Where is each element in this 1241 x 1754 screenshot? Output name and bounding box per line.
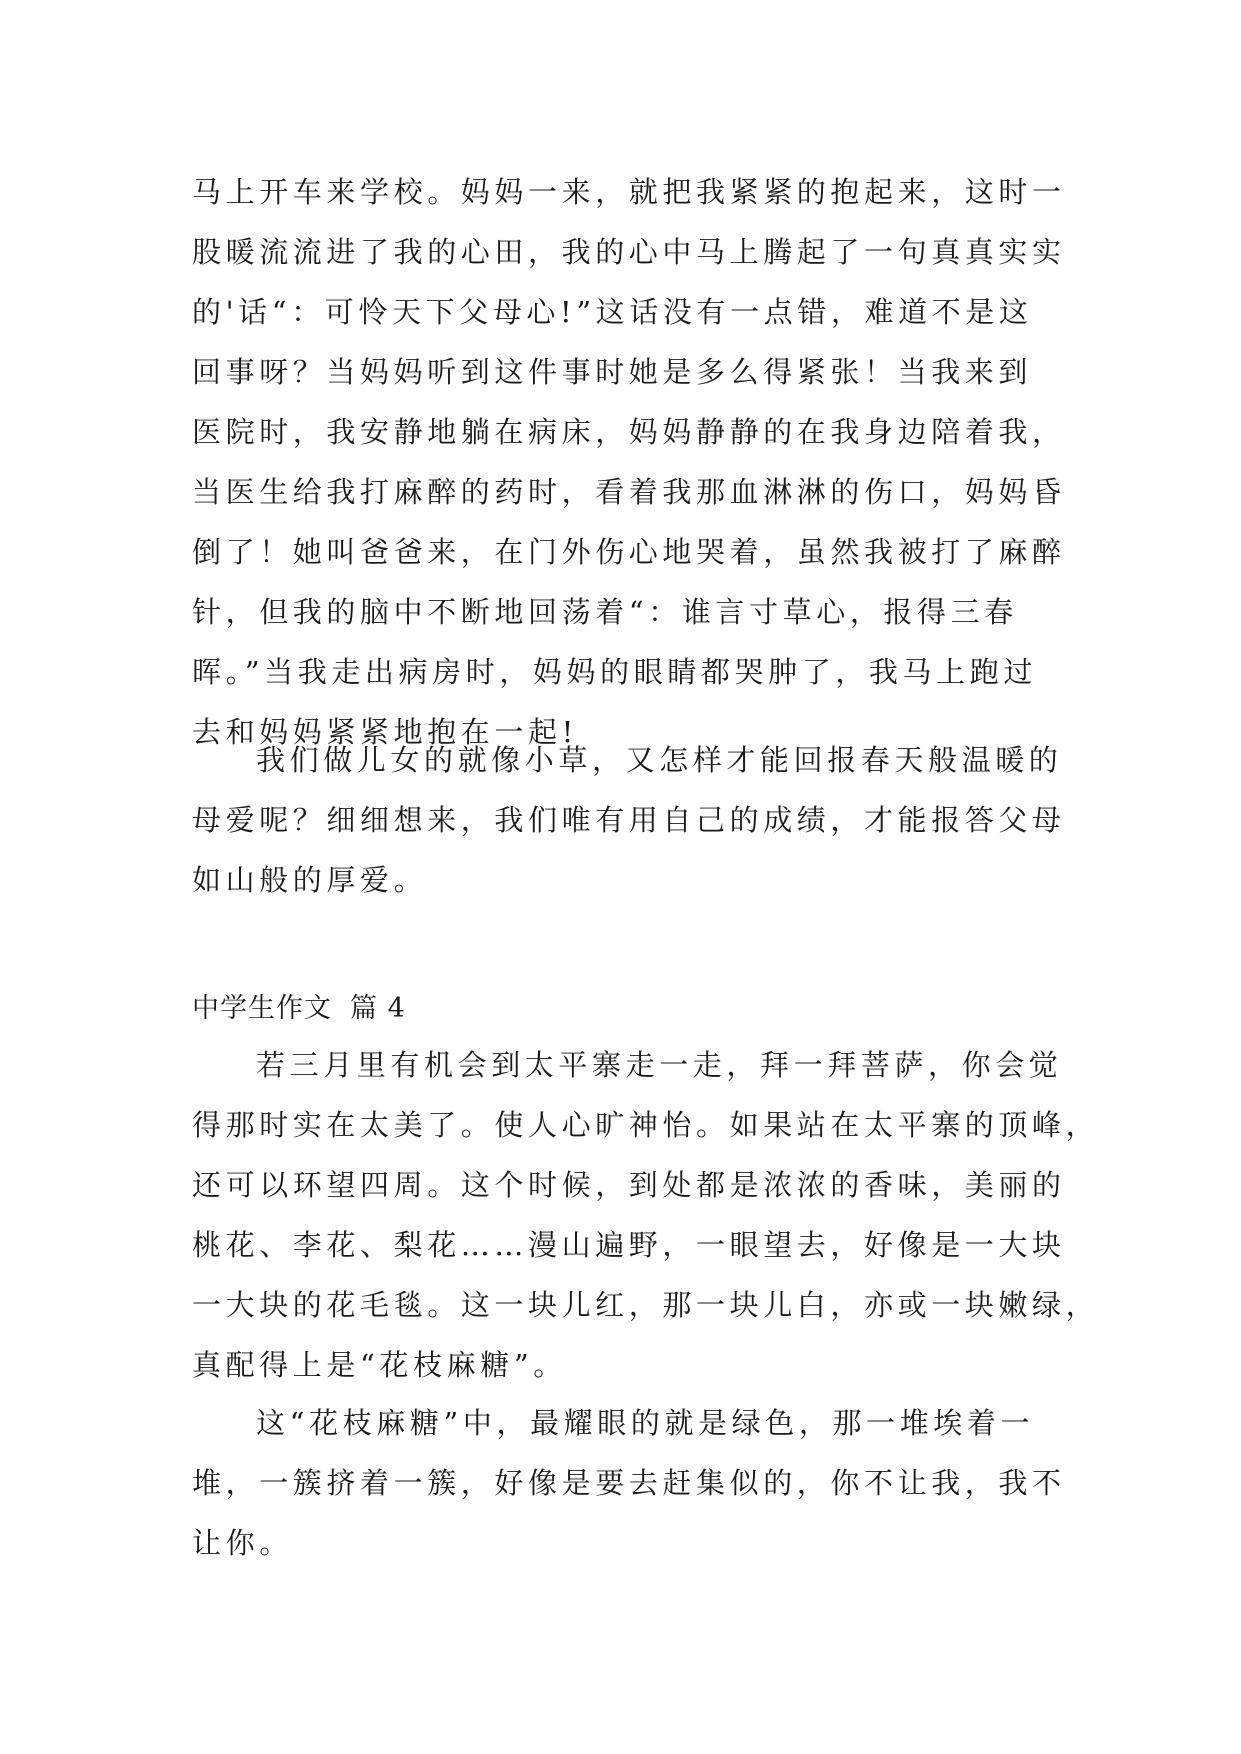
section-title: 中学生作文	[192, 993, 332, 1024]
text-line: 母爱呢？细细想来，我们唯有用自己的成绩，才能报答父母	[192, 803, 1066, 837]
text-line: 得那时实在太美了。使人心旷神怡。如果站在太平寨的顶峰，	[192, 1108, 1100, 1142]
text-line: 倒了！她叫爸爸来，在门外伤心地哭着，虽然我被打了麻醉	[192, 535, 1066, 569]
text-line: 堆，一簇挤着一簇，好像是要去赶集似的，你不让我，我不	[192, 1466, 1066, 1500]
text-line: 医院时，我安静地躺在病床，妈妈静静的在我身边陪着我，	[192, 415, 1066, 449]
text-line: 还可以环望四周。这个时候，到处都是浓浓的香味，美丽的	[192, 1168, 1066, 1202]
text-line: 股暖流流进了我的心田，我的心中马上腾起了一句真真实实	[192, 235, 1066, 269]
text-line: 针，但我的脑中不断地回荡着“：谁言寸草心，报得三春	[192, 595, 1018, 629]
text-line: 桃花、李花、梨花……漫山遍野，一眼望去，好像是一大块	[192, 1228, 1066, 1262]
paragraph-4	[192, 1393, 1072, 1573]
text-line: 回事呀？当妈妈听到这件事时她是多么得紧张！当我来到	[192, 355, 1033, 389]
text-line: 我们做儿女的就像小草，又怎样才能回报春天般温暖的	[256, 743, 1063, 777]
text-line: 一大块的花毛毯。这一块儿红，那一块儿白，亦或一块嫩绿，	[192, 1288, 1100, 1322]
section-heading	[192, 984, 406, 1034]
text-line: 晖。”当我走出病房时，妈妈的眼睛都哭肿了，我马上跑过	[192, 655, 1037, 689]
text-line: 真配得上是“花枝麻糖”。	[192, 1348, 567, 1382]
text-line: 若三月里有机会到太平寨走一走，拜一拜菩萨，你会觉	[256, 1048, 1063, 1082]
text-line: 当医生给我打麻醉的药时，看着我那血淋淋的伤口，妈妈昏	[192, 475, 1066, 509]
paragraph-2	[192, 730, 1072, 910]
text-line: 让你。	[192, 1526, 293, 1560]
text-line: 这“花枝麻糖”中，最耀眼的就是绿色，那一堆埃着一	[256, 1406, 1035, 1440]
text-line: 的'话“：可怜天下父母心!”这话没有一点错，难道不是这	[192, 295, 1033, 329]
text-line: 如山般的厚爱。	[192, 863, 428, 897]
text-line: 去和妈妈紧紧地抱在一起!	[192, 715, 578, 749]
text-line: 马上开车来学校。妈妈一来，就把我紧紧的抱起来，这时一	[192, 175, 1066, 209]
paragraph-1	[192, 162, 1072, 762]
paragraph-3	[192, 1035, 1100, 1395]
section-number: 篇 4	[350, 993, 406, 1024]
